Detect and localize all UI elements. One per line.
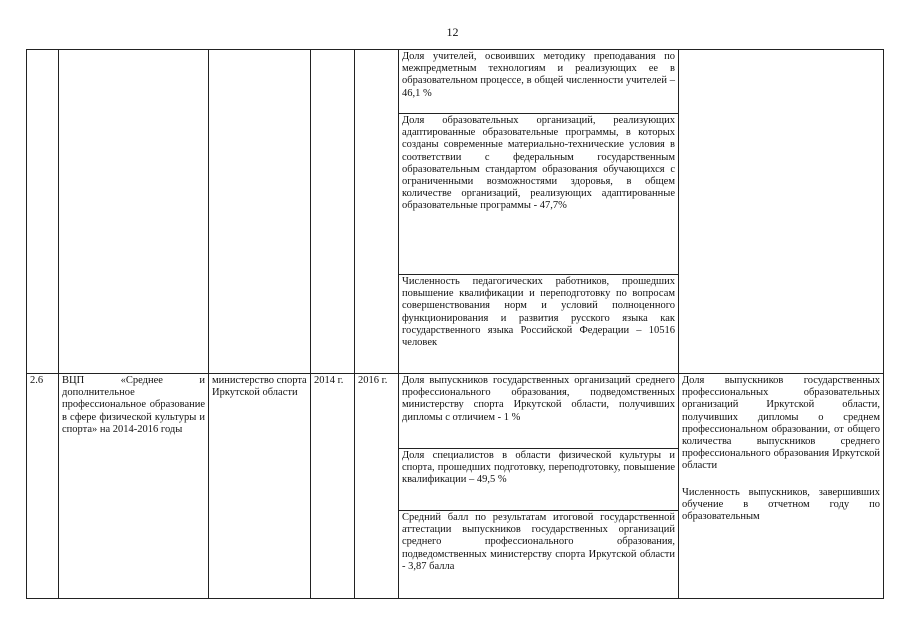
executor-name: министерство спорта Иркутской области [209,374,311,599]
end-year: 2016 г. [355,374,399,599]
cell-program-empty [59,50,209,374]
cell-executor-empty [209,50,311,374]
cell-result-empty [679,50,884,374]
indicator-cell: Доля выпускников государственных организаций среднего профессионального образования, подведомственных министерству спорта Иркутской области, получивших дипломы с отличием - 1 % [399,374,679,449]
indicator-cell: Доля образовательных организаций, реализующих адаптированные образовательные программы, в которых созданы современные материально-технические условия в соответствии с федеральным государственным образовательным стандартом образования обучающихся с ограниченными возможностями здоровья, в общем количестве организаций, реализующих адаптированные образовательные программы - 47,7% [399,114,679,275]
indicator-cell: Доля специалистов в области физической культуры и спорта, прошедших подготовку, переподготовку, повышение квалификации – 49,5 % [399,449,679,511]
indicator-cell: Доля учителей, освоивших методику преподавания по межпредметным технологиям и реализующих ее в образовательном процессе, в общей численности учителей – 46,1 % [399,50,679,114]
page-number: 12 [446,25,459,39]
indicator-cell: Средний балл по результатам итоговой государственной аттестации выпускников государственных организаций среднего профессионального образования, подведомственных министерству спорта Иркутской области - 3,87 балла [399,511,679,599]
program-table [26,49,884,599]
result-cell [679,374,884,599]
start-year: 2014 г. [311,374,355,599]
row-number: 2.6 [27,374,59,599]
result-spacer [682,473,880,487]
table-row [27,374,884,449]
table-row [27,50,884,114]
result-text: Численность выпускников, завершивших обучение в отчетном году по образовательным [682,486,880,523]
result-text: Доля выпускников государственных профессиональных образовательных организаций Иркутской области, получивших дипломы о среднем профессиональном образовании, от общего количества выпускников среднего профессионального образования Иркутской области [682,375,880,472]
cell-number-empty [27,50,59,374]
indicator-cell: Численность педагогических работников, прошедших повышение квалификации и переподготовку по вопросам совершенствования норм и условий полноценного функционирования и развития русского языка как государственного языка Российской Федерации – 10516 человек [399,275,679,374]
cell-start-empty [311,50,355,374]
program-name: ВЦП «Среднее и дополнительное профессиональное образование в сфере физической культуры и спорта» на 2014-2016 годы [59,374,209,599]
cell-end-empty [355,50,399,374]
